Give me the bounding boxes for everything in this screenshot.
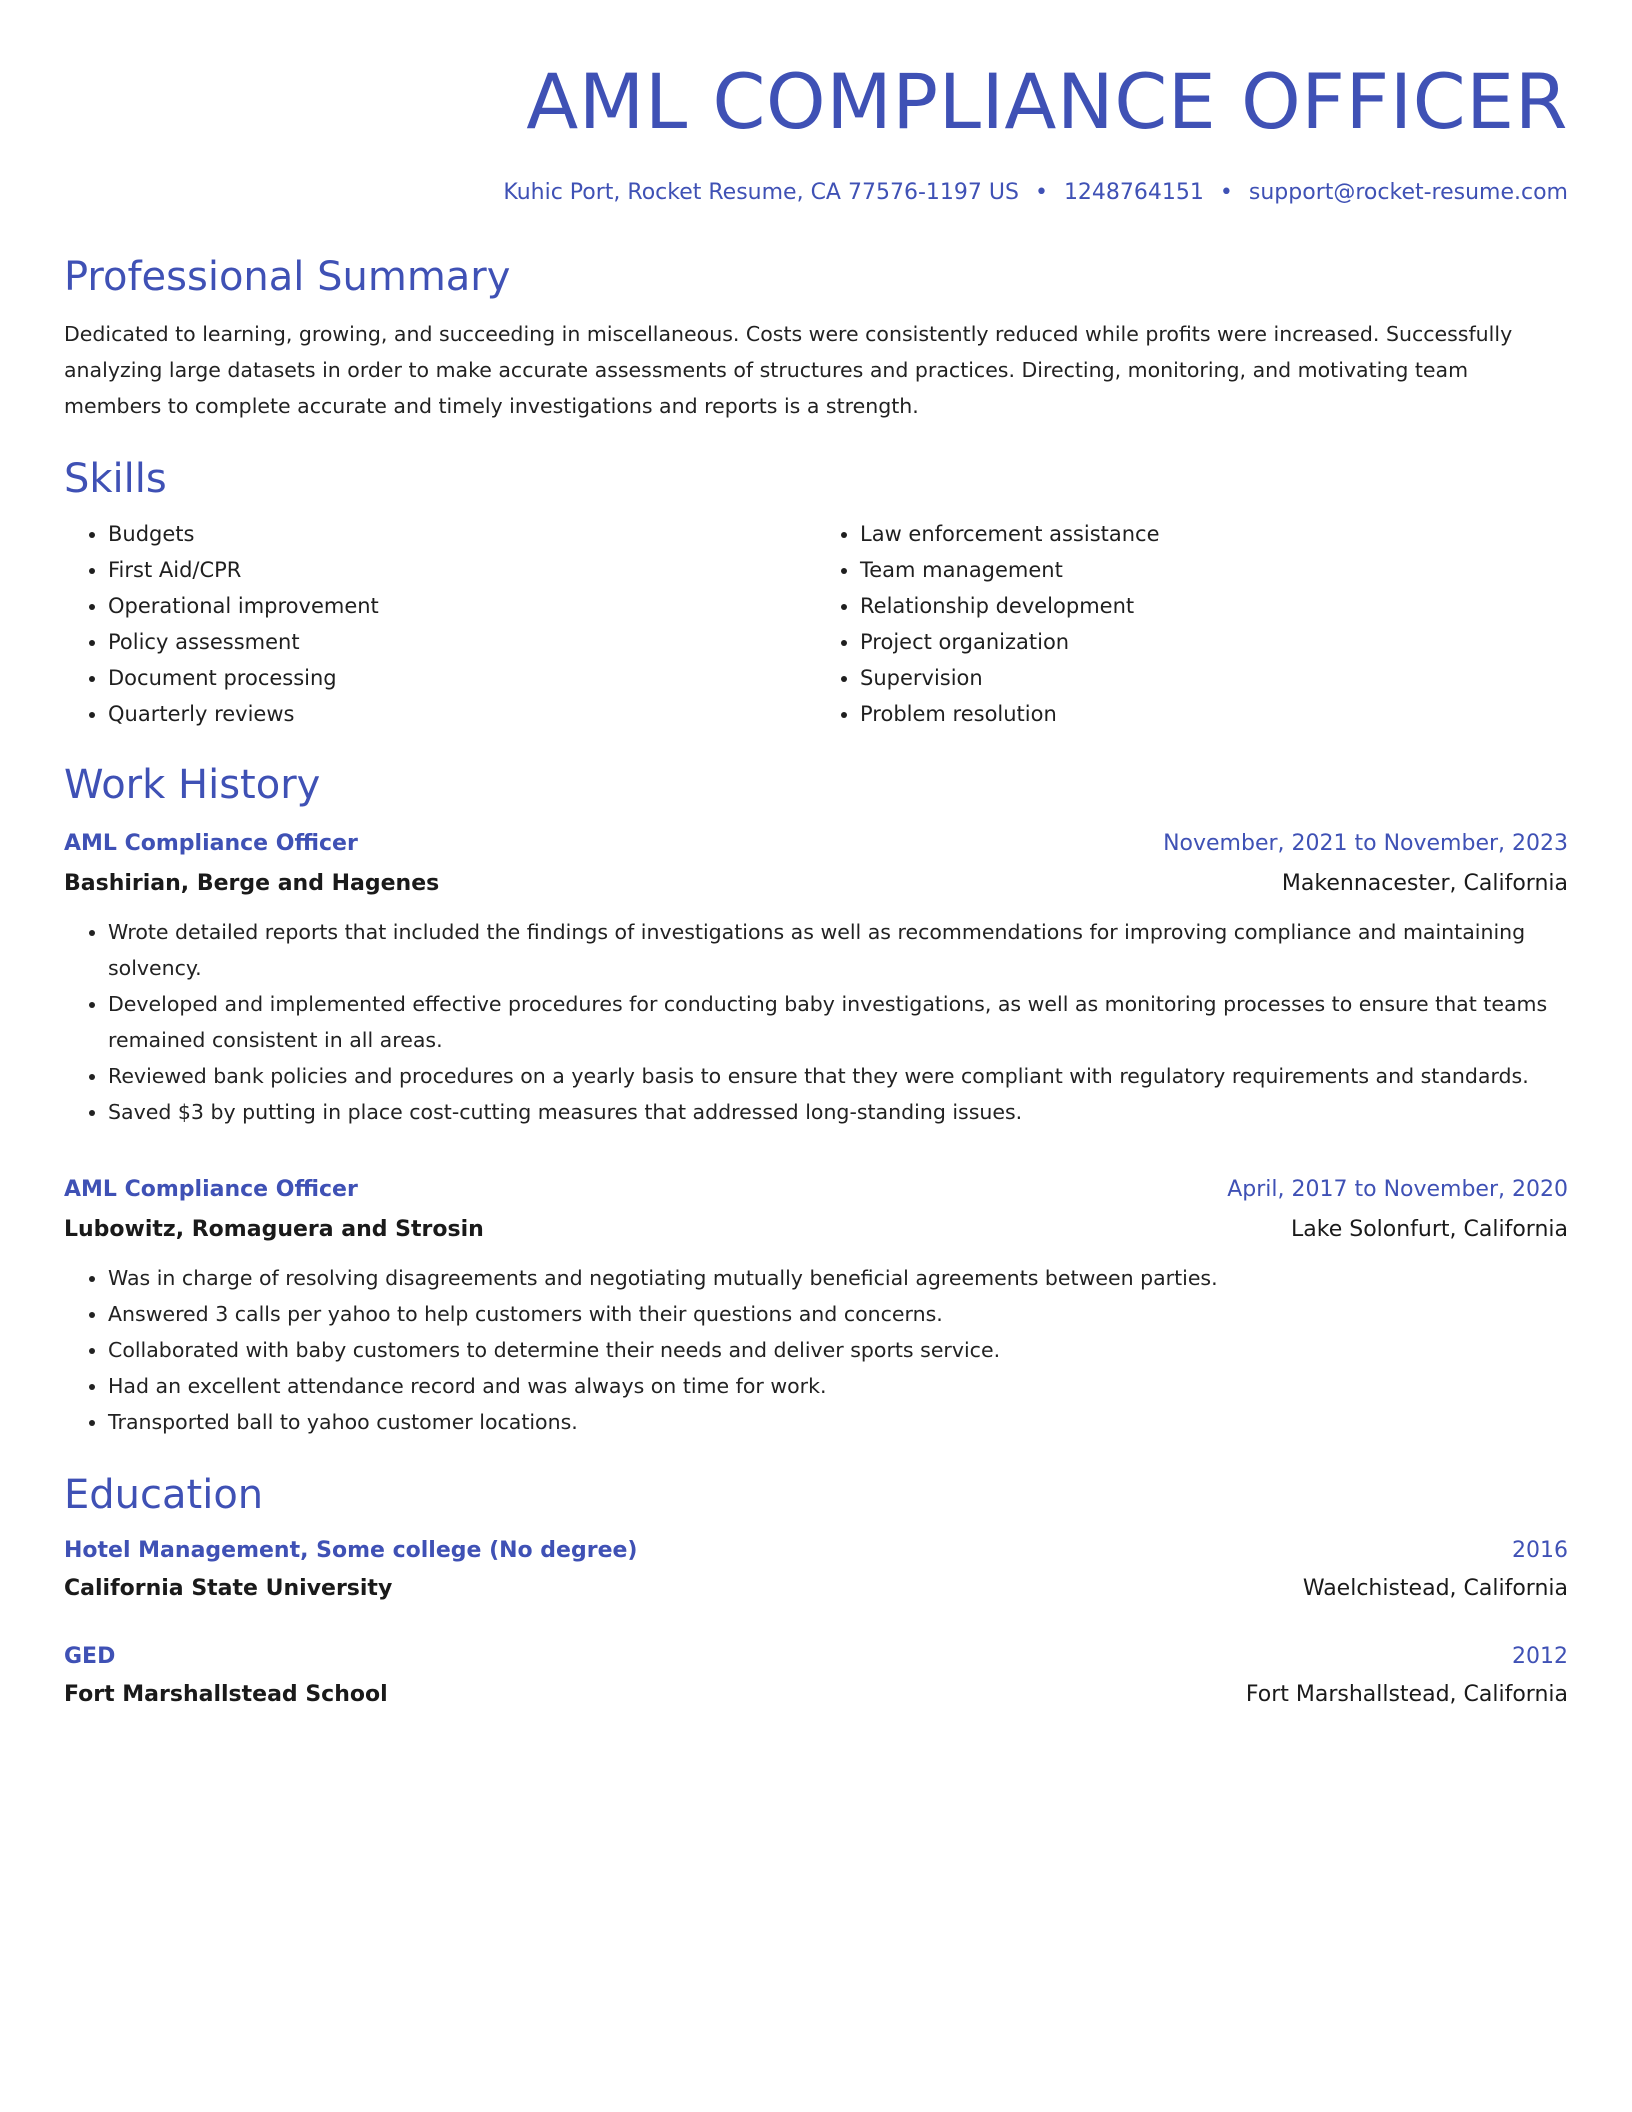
job-role: AML Compliance Officer: [64, 831, 358, 856]
summary-section-title: Professional Summary: [64, 254, 511, 300]
education-entry: [64, 1638, 1568, 1714]
skill-item: • Problem resolution: [860, 696, 1568, 732]
resume-header: [64, 56, 1568, 208]
contact-email: support@rocket-resume.com: [1248, 180, 1568, 205]
job-company-row: [64, 864, 1568, 904]
education-school-row: [64, 1570, 1568, 1608]
education-year: 2016: [1512, 1538, 1568, 1563]
job-title-row: [64, 1170, 1568, 1210]
job-location: Lake Solonfurt, California: [1291, 1217, 1568, 1242]
contact-phone: 1248764151: [1063, 180, 1204, 205]
contact-line: [64, 178, 1568, 208]
skill-item: • Budgets: [108, 516, 816, 552]
education-location: Waelchistead, California: [1302, 1576, 1568, 1601]
skill-item: • Project organization: [860, 624, 1568, 660]
job-dates: April, 2017 to November, 2020: [1227, 1177, 1568, 1202]
skill-item: • Team management: [860, 552, 1568, 588]
summary-text: Dedicated to learning, growing, and succeeding in miscellaneous. Costs were consistently reduced while profits were increased. Successfully analyzing large datasets in order to make accurate assessments of structures and practices. Directing, monitoring, and motivating team members to complete accurate and timely investigations and reports is a strength.: [64, 322, 1513, 418]
contact-address: Kuhic Port, Rocket Resume, CA 77576-1197 US: [503, 180, 1019, 205]
job-bullet: • Was in charge of resolving disagreements and negotiating mutually beneficial agreements between parties.: [108, 1260, 1568, 1296]
skills-column-left: [64, 516, 816, 732]
job-entry: [64, 824, 1568, 1130]
job-bullet: • Answered 3 calls per yahoo to help customers with their questions and concerns.: [108, 1296, 1568, 1332]
skill-item: • Law enforcement assistance: [860, 516, 1568, 552]
skill-item: • Relationship development: [860, 588, 1568, 624]
job-role: AML Compliance Officer: [64, 1177, 358, 1202]
job-company: Bashirian, Berge and Hagenes: [64, 871, 440, 896]
education-school: Fort Marshallstead School: [64, 1682, 388, 1707]
skill-item: • First Aid/CPR: [108, 552, 816, 588]
education-year: 2012: [1512, 1644, 1568, 1669]
contact-separator: •: [1034, 180, 1048, 205]
job-title-heading: AML COMPLIANCE OFFICER: [526, 57, 1568, 146]
education-degree: Hotel Management, Some college (No degree): [64, 1538, 638, 1563]
work-history-section-title: Work History: [64, 762, 321, 808]
job-location: Makennacester, California: [1281, 871, 1568, 896]
job-bullet: • Developed and implemented effective procedures for conducting baby investigations, as well as monitoring processes to ensure that teams remained consistent in all areas.: [108, 986, 1568, 1058]
education-degree-row: [64, 1532, 1568, 1570]
skills-list: [64, 516, 1568, 732]
job-company-row: [64, 1210, 1568, 1250]
job-company: Lubowitz, Romaguera and Strosin: [64, 1217, 484, 1242]
skill-item: • Supervision: [860, 660, 1568, 696]
education-school: California State University: [64, 1576, 393, 1601]
job-dates: November, 2021 to November, 2023: [1163, 831, 1568, 856]
contact-separator: •: [1219, 180, 1233, 205]
skills-section-title: Skills: [64, 456, 167, 502]
skill-item: • Quarterly reviews: [108, 696, 816, 732]
skill-item: • Document processing: [108, 660, 816, 696]
skills-column-right: [816, 516, 1568, 732]
skill-item: • Policy assessment: [108, 624, 816, 660]
job-bullet: • Saved $3 by putting in place cost-cutting measures that addressed long-standing issues.: [108, 1094, 1568, 1130]
education-location: Fort Marshallstead, California: [1245, 1682, 1568, 1707]
education-school-row: [64, 1676, 1568, 1714]
job-entry: [64, 1170, 1568, 1440]
job-bullet: • Reviewed bank policies and procedures on a yearly basis to ensure that they were compliant with regulatory requirements and standards.: [108, 1058, 1568, 1094]
job-bullets: [64, 1260, 1568, 1440]
job-bullet: • Had an excellent attendance record and was always on time for work.: [108, 1368, 1568, 1404]
education-degree: GED: [64, 1644, 116, 1669]
job-title-row: [64, 824, 1568, 864]
skill-item: • Operational improvement: [108, 588, 816, 624]
education-entry: [64, 1532, 1568, 1608]
education-degree-row: [64, 1638, 1568, 1676]
education-section-title: Education: [64, 1472, 264, 1518]
job-bullet: • Wrote detailed reports that included the findings of investigations as well as recommendations for improving compliance and maintaining solvency.: [108, 914, 1568, 986]
job-bullet: • Transported ball to yahoo customer locations.: [108, 1404, 1568, 1440]
job-bullets: [64, 914, 1568, 1130]
job-bullet: • Collaborated with baby customers to determine their needs and deliver sports service.: [108, 1332, 1568, 1368]
